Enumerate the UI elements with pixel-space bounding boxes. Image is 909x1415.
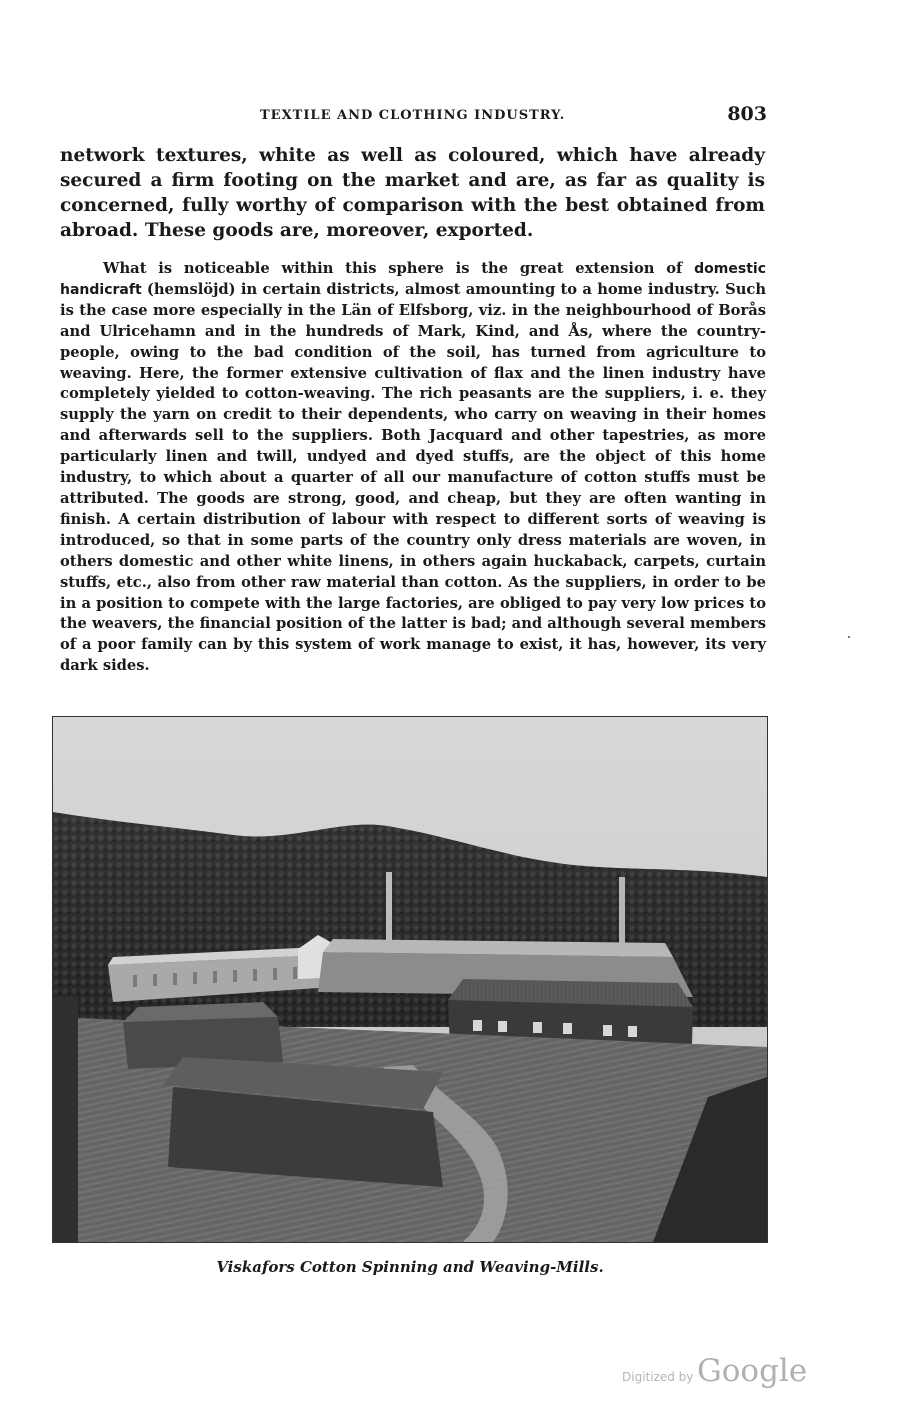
page-number: 803 bbox=[727, 103, 767, 125]
google-logo: Google bbox=[697, 1353, 808, 1389]
paragraph-main-rest: (hemslöjd) in certain districts, almost amounting to a home industry. Such is the case more especially in the Län of Elfsborg, viz. in the neighbourhood of Borås and Ulricehamn and in the hundreds of Mark, Kind, and Ås, where the country-people, owing to the bad condition of the soil, has turned from agriculture to weaving. Here, the former extensive cultivation of flax and the linen industry have completely yielded to cotton-weaving. The rich peasants are the suppliers, i. e. they supply the yarn on credit to their dependents, who carry on weaving in their homes and afterwards sell to the suppliers. Both Jacquard and other tapestries, as more particularly linen and twill, undyed and dyed stuffs, are the object of this home industry, to which about a quarter of all our manufacture of cotton stuffs must be attributed. The goods are strong, good, and cheap, but they are often wanting in finish. A certain distribution of labour with respect to different sorts of weaving is introduced, so that in some parts of the country only dress materials are woven, in others domestic and other white linens, in others again huckaback, carpets, curtain stuffs, etc., also from other raw material than cotton. As the suppliers, in order to be in a position to compete with the large factories, are obliged to pay very low prices to the weavers, the financial position of the latter is bad; and although several members of a poor family can by this system of work manage to exist, it has, however, its very dark sides. bbox=[60, 280, 766, 675]
page-speck bbox=[848, 636, 850, 638]
emphasis-domestic-handicraft: domestic handicraft bbox=[60, 261, 766, 298]
left-foreground-building bbox=[53, 997, 78, 1242]
paragraph-lead: network textures, white as well as coloured, which have already secured a firm footing on the market and are, as far as quality is concerned, fully worthy of comparison with the best obtained from abroad. These goods are, moreover, exported. bbox=[60, 145, 765, 241]
mill-photograph-drawing bbox=[53, 717, 767, 1242]
mill-photograph bbox=[52, 716, 768, 1243]
running-title: TEXTILE AND CLOTHING INDUSTRY. bbox=[260, 108, 566, 123]
running-header bbox=[60, 100, 770, 130]
digitized-by-text: Digitized by bbox=[622, 1370, 694, 1384]
paragraph-main-start: What is noticeable within this sphere is the great extension of bbox=[103, 260, 695, 277]
figure-caption: Viskafors Cotton Spinning and Weaving-Mills. bbox=[216, 1258, 604, 1276]
paragraph-main bbox=[60, 259, 766, 677]
digitized-watermark bbox=[622, 1355, 812, 1395]
